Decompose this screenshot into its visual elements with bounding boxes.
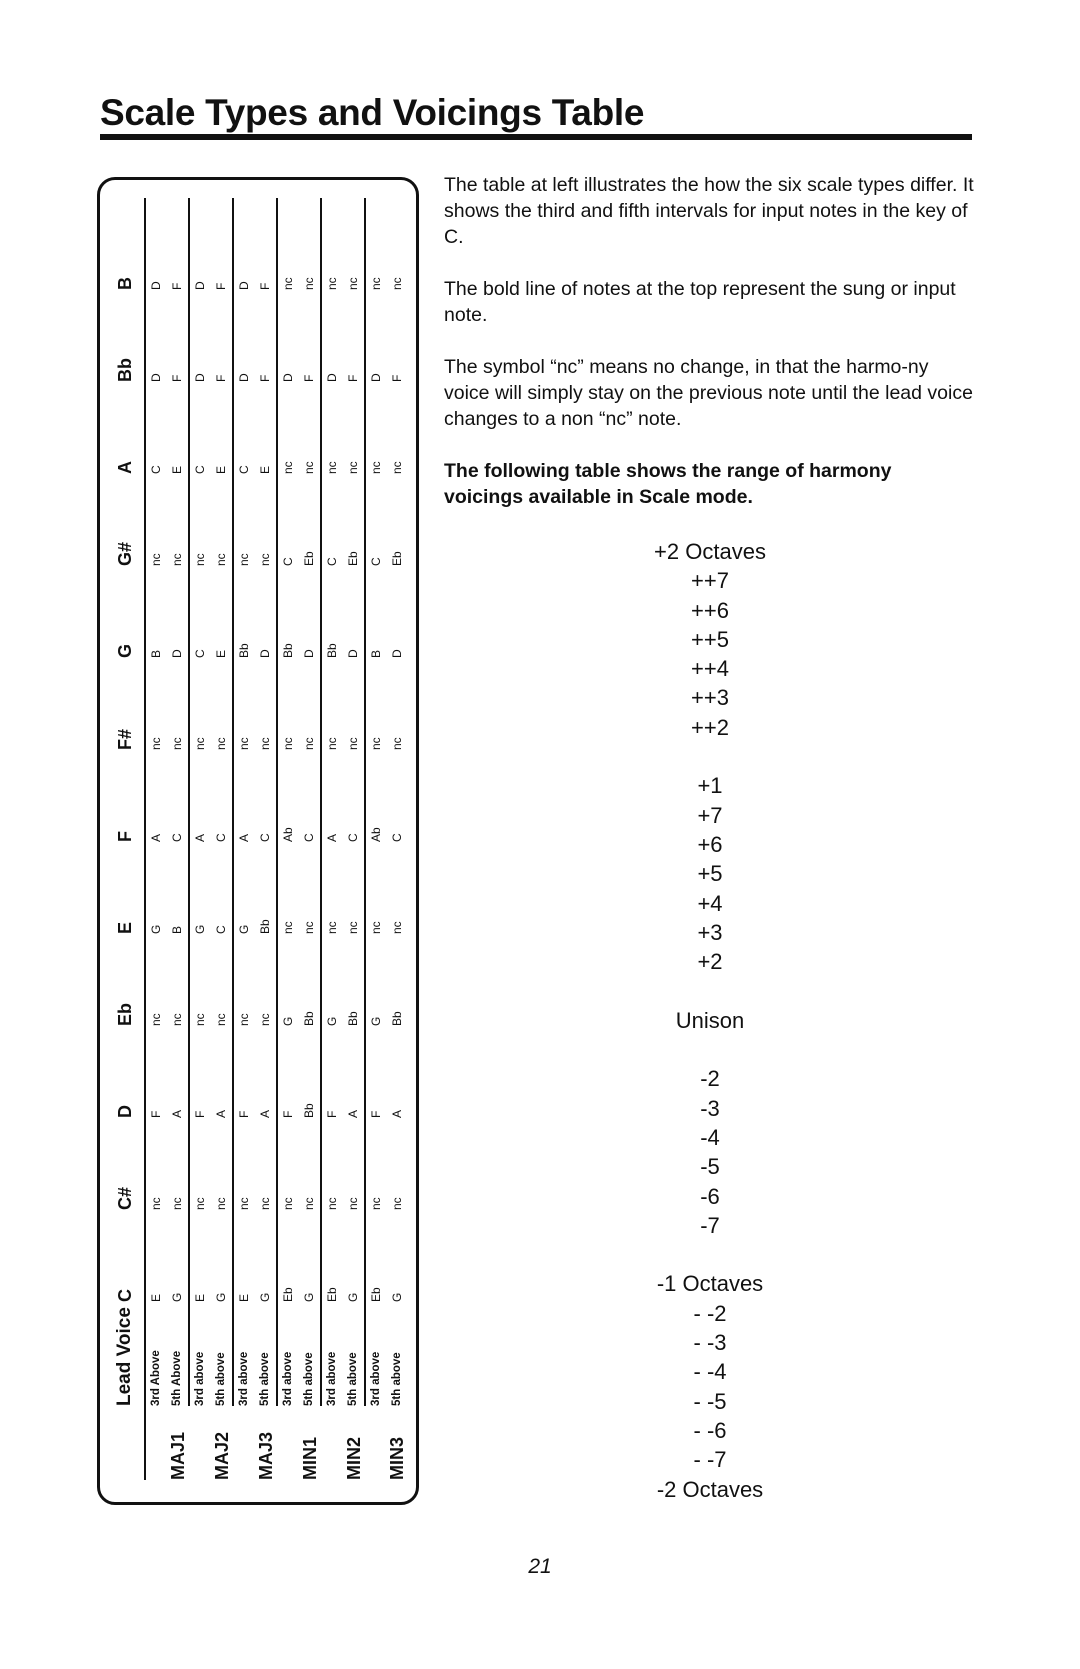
interval-label: 5th above bbox=[211, 1302, 233, 1406]
scale-types-table bbox=[106, 198, 408, 1480]
voicing-item: +2 bbox=[697, 949, 723, 975]
voicing-item: +5 bbox=[697, 861, 723, 887]
interval-note-cell: D bbox=[390, 649, 404, 658]
interval-label: 3rd above bbox=[238, 1351, 250, 1406]
interval-note-cell: Bb bbox=[390, 1011, 404, 1026]
scale-type-name: MAJ1 bbox=[168, 1431, 188, 1480]
scale-type-name: MAJ2 bbox=[212, 1431, 232, 1480]
interval-note-cell: nc bbox=[343, 658, 365, 750]
interval-note-cell: A bbox=[149, 833, 163, 842]
scale-row bbox=[321, 198, 343, 1480]
interval-note-cell: nc bbox=[325, 921, 339, 934]
interval-note-cell: F bbox=[325, 1110, 339, 1118]
interval-label: 3rd above bbox=[326, 1351, 338, 1406]
voicing-item: -2 Octaves bbox=[656, 1476, 764, 1502]
interval-note-cell: nc bbox=[281, 737, 295, 750]
interval-note-cell: Bb bbox=[281, 643, 295, 658]
interval-note-cell: Bb bbox=[255, 842, 277, 934]
interval-note-cell: C bbox=[149, 465, 163, 474]
interval-note-cell: nc bbox=[255, 1118, 277, 1210]
interval-note-cell: A bbox=[255, 1026, 277, 1118]
interval-note-cell: D bbox=[237, 373, 251, 382]
interval-note-cell: nc bbox=[299, 842, 321, 934]
voicing-item: +6 bbox=[697, 831, 723, 857]
interval-note-cell: nc bbox=[343, 382, 365, 474]
interval-note-cell: nc bbox=[369, 737, 383, 750]
interval-note-cell: F bbox=[237, 1110, 251, 1118]
interval-note-cell: nc bbox=[299, 198, 321, 290]
voicing-item: +7 bbox=[697, 802, 723, 828]
voicing-item: +2 Octaves bbox=[654, 539, 766, 564]
interval-note-cell: A bbox=[325, 833, 339, 842]
scale-row bbox=[233, 198, 255, 1480]
voicings-list bbox=[600, 537, 820, 1504]
interval-note-cell: D bbox=[255, 566, 277, 658]
interval-note-cell: nc bbox=[299, 382, 321, 474]
interval-note-cell: C bbox=[390, 833, 404, 842]
interval-note-cell: G bbox=[211, 1210, 233, 1302]
interval-note-cell: Eb bbox=[325, 1287, 339, 1302]
interval-note-cell: E bbox=[167, 382, 189, 474]
interval-note-cell: C bbox=[193, 649, 207, 658]
interval-note-cell: F bbox=[167, 198, 189, 290]
voicing-item: -4 bbox=[700, 1124, 720, 1150]
scale-table-card bbox=[97, 177, 419, 1505]
voicing-item: +1 bbox=[697, 773, 723, 799]
scale-row bbox=[299, 198, 321, 1480]
interval-note-cell: A bbox=[211, 1026, 233, 1118]
interval-note-cell: D bbox=[149, 373, 163, 382]
voicing-item: +4 bbox=[697, 890, 723, 916]
interval-note-cell: nc bbox=[237, 1197, 251, 1210]
interval-note-cell: E bbox=[237, 1293, 251, 1302]
scale-row bbox=[277, 198, 299, 1480]
interval-note-cell: G bbox=[167, 1210, 189, 1302]
interval-note-cell: nc bbox=[211, 934, 233, 1026]
voicing-item: -1 Octaves bbox=[656, 1271, 764, 1297]
interval-note-cell: Bb bbox=[343, 934, 365, 1026]
interval-note-cell: nc bbox=[237, 553, 251, 566]
voicing-item: - -7 bbox=[693, 1447, 727, 1473]
note-header: C# bbox=[106, 1118, 145, 1210]
voicing-item: -5 bbox=[700, 1154, 720, 1180]
note-header: C bbox=[106, 1210, 145, 1302]
interval-note-cell: nc bbox=[343, 1118, 365, 1210]
interval-label: 5th above bbox=[299, 1302, 321, 1406]
interval-note-cell: nc bbox=[369, 1197, 383, 1210]
interval-note-cell: D bbox=[369, 373, 383, 382]
voicing-item: Unison bbox=[675, 1007, 745, 1033]
interval-note-cell: nc bbox=[193, 1013, 207, 1026]
interval-note-cell: F bbox=[369, 1110, 383, 1118]
interval-note-cell: D bbox=[237, 281, 251, 290]
interval-note-cell: B bbox=[149, 649, 163, 658]
interval-note-cell: F bbox=[211, 198, 233, 290]
scale-type-name: MIN2 bbox=[344, 1436, 364, 1480]
interval-note-cell: nc bbox=[255, 934, 277, 1026]
interval-note-cell: G bbox=[343, 1210, 365, 1302]
interval-note-cell: nc bbox=[281, 461, 295, 474]
scale-row bbox=[211, 198, 233, 1480]
interval-note-cell: nc bbox=[299, 658, 321, 750]
interval-note-cell: Eb bbox=[369, 1287, 383, 1302]
interval-label: 5th above bbox=[343, 1302, 365, 1406]
interval-note-cell: nc bbox=[369, 461, 383, 474]
voicing-item: ++4 bbox=[691, 656, 729, 682]
voicing-item: ++6 bbox=[691, 597, 729, 623]
interval-note-cell: nc bbox=[281, 277, 295, 290]
interval-note-cell: F bbox=[167, 290, 189, 382]
rotated-table-wrapper bbox=[100, 174, 422, 1502]
interval-note-cell: F bbox=[255, 198, 277, 290]
interval-note-cell: F bbox=[149, 1110, 163, 1118]
interval-note-cell: D bbox=[281, 373, 295, 382]
scale-type-name: MIN3 bbox=[387, 1436, 407, 1480]
header-blank bbox=[106, 1406, 145, 1480]
interval-note-cell: D bbox=[343, 566, 365, 658]
interval-note-cell: E bbox=[149, 1293, 163, 1302]
interval-note-cell: nc bbox=[167, 658, 189, 750]
interval-note-cell: E bbox=[211, 566, 233, 658]
interval-note-cell: nc bbox=[325, 461, 339, 474]
interval-note-cell: D bbox=[149, 281, 163, 290]
description-paragraph: The table at left illustrates the how the six scale types differ. It shows the third and fifth intervals for input notes in the key of C. bbox=[444, 174, 974, 248]
interval-note-cell: G bbox=[325, 1016, 339, 1026]
interval-note-cell: F bbox=[390, 374, 404, 382]
interval-note-cell: nc bbox=[211, 658, 233, 750]
page-number: 21 bbox=[528, 1555, 552, 1578]
scale-row bbox=[145, 198, 167, 1480]
table-header-row bbox=[106, 198, 145, 1480]
interval-label: 3rd above bbox=[370, 1351, 382, 1406]
interval-label: 5th above bbox=[255, 1302, 277, 1406]
interval-note-cell: nc bbox=[390, 737, 404, 750]
voicing-item: - -4 bbox=[693, 1359, 727, 1385]
interval-note-cell: D bbox=[299, 566, 321, 658]
voicing-item: - -2 bbox=[693, 1300, 727, 1326]
interval-note-cell: nc bbox=[211, 474, 233, 566]
scale-row bbox=[167, 198, 189, 1480]
voicing-spacer bbox=[600, 1035, 820, 1064]
interval-note-cell: D bbox=[193, 281, 207, 290]
interval-note-cell: G bbox=[369, 1016, 383, 1026]
interval-note-cell: nc bbox=[237, 737, 251, 750]
interval-note-cell: Bb bbox=[325, 643, 339, 658]
interval-note-cell: nc bbox=[390, 921, 404, 934]
voicings-intro-paragraph: The following table shows the range of harmony voicings available in Scale mode. bbox=[444, 460, 892, 508]
voicing-spacer bbox=[600, 1240, 820, 1269]
interval-note-cell: nc bbox=[325, 737, 339, 750]
interval-note-cell: Bb bbox=[299, 1026, 321, 1118]
note-header: F# bbox=[106, 658, 145, 750]
note-header: A bbox=[106, 382, 145, 474]
note-header: E bbox=[106, 842, 145, 934]
interval-note-cell: nc bbox=[193, 1197, 207, 1210]
interval-note-cell: A bbox=[343, 1026, 365, 1118]
interval-note-cell: C bbox=[237, 465, 251, 474]
interval-note-cell: nc bbox=[255, 474, 277, 566]
interval-note-cell: A bbox=[193, 833, 207, 842]
interval-note-cell: Eb bbox=[390, 551, 404, 566]
note-header: G# bbox=[106, 474, 145, 566]
interval-note-cell: nc bbox=[211, 1118, 233, 1210]
interval-label: 5th above bbox=[391, 1352, 403, 1406]
interval-note-cell: nc bbox=[390, 277, 404, 290]
interval-note-cell: E bbox=[193, 1293, 207, 1302]
voicing-item: - -3 bbox=[693, 1330, 727, 1356]
scale-type-name: MIN1 bbox=[300, 1436, 320, 1480]
voicing-item: ++7 bbox=[691, 568, 729, 594]
interval-note-cell: G bbox=[193, 924, 207, 934]
interval-note-cell: D bbox=[325, 373, 339, 382]
interval-note-cell: Eb bbox=[299, 474, 321, 566]
interval-note-cell: nc bbox=[149, 1197, 163, 1210]
scale-row bbox=[387, 198, 408, 1480]
interval-note-cell: A bbox=[237, 833, 251, 842]
interval-note-cell: F bbox=[343, 290, 365, 382]
interval-note-cell: C bbox=[325, 557, 339, 566]
interval-note-cell: nc bbox=[193, 553, 207, 566]
interval-note-cell: C bbox=[255, 750, 277, 842]
voicing-item: - -6 bbox=[693, 1417, 727, 1443]
interval-note-cell: nc bbox=[167, 474, 189, 566]
interval-note-cell: C bbox=[343, 750, 365, 842]
interval-note-cell: B bbox=[167, 842, 189, 934]
interval-note-cell: nc bbox=[167, 1118, 189, 1210]
interval-note-cell: G bbox=[237, 924, 251, 934]
note-header: Eb bbox=[106, 934, 145, 1026]
voicing-item: - -5 bbox=[693, 1388, 727, 1414]
interval-note-cell: G bbox=[255, 1210, 277, 1302]
interval-label: 3rd above bbox=[194, 1351, 206, 1406]
interval-note-cell: C bbox=[167, 750, 189, 842]
interval-note-cell: Ab bbox=[281, 827, 295, 842]
interval-note-cell: E bbox=[255, 382, 277, 474]
voicing-item: -2 bbox=[700, 1066, 720, 1092]
lead-voice-header: Lead Voice bbox=[106, 1302, 145, 1406]
voicing-item: ++3 bbox=[691, 685, 729, 711]
interval-note-cell: F bbox=[281, 1110, 295, 1118]
interval-note-cell: C bbox=[211, 842, 233, 934]
interval-note-cell: G bbox=[149, 924, 163, 934]
interval-note-cell: nc bbox=[369, 921, 383, 934]
interval-note-cell: G bbox=[281, 1016, 295, 1026]
interval-note-cell: nc bbox=[325, 277, 339, 290]
interval-note-cell: Eb bbox=[343, 474, 365, 566]
scale-row bbox=[189, 198, 211, 1480]
interval-note-cell: D bbox=[193, 373, 207, 382]
interval-note-cell: D bbox=[167, 566, 189, 658]
nc-symbol-paragraph: The symbol “nc” means no change, in that the harmo-ny voice will simply stay on the previous note until the lead voice changes to a non “nc” note. bbox=[444, 356, 973, 430]
scale-row bbox=[365, 198, 387, 1480]
interval-note-cell: nc bbox=[325, 1197, 339, 1210]
page-title: Scale Types and Voicings Table bbox=[100, 92, 645, 133]
interval-note-cell: nc bbox=[193, 737, 207, 750]
interval-note-cell: B bbox=[369, 649, 383, 658]
interval-note-cell: G bbox=[299, 1210, 321, 1302]
interval-note-cell: nc bbox=[390, 461, 404, 474]
interval-note-cell: nc bbox=[237, 1013, 251, 1026]
interval-note-cell: F bbox=[211, 290, 233, 382]
interval-note-cell: F bbox=[299, 290, 321, 382]
interval-note-cell: C bbox=[193, 465, 207, 474]
interval-note-cell: Bb bbox=[299, 934, 321, 1026]
interval-note-cell: C bbox=[281, 557, 295, 566]
interval-note-cell: nc bbox=[343, 842, 365, 934]
interval-note-cell: nc bbox=[281, 921, 295, 934]
interval-note-cell: C bbox=[299, 750, 321, 842]
interval-label: 3rd Above bbox=[150, 1350, 162, 1406]
scale-row bbox=[255, 198, 277, 1480]
interval-label: 5th Above bbox=[167, 1302, 189, 1406]
interval-note-cell: F bbox=[193, 1110, 207, 1118]
interval-note-cell: nc bbox=[369, 277, 383, 290]
interval-note-cell: Bb bbox=[237, 643, 251, 658]
voicing-item: -3 bbox=[700, 1095, 720, 1121]
interval-label: 3rd above bbox=[282, 1351, 294, 1406]
note-header: B bbox=[106, 198, 145, 290]
voicing-item: -6 bbox=[700, 1183, 720, 1209]
interval-note-cell: nc bbox=[255, 658, 277, 750]
note-header: Bb bbox=[106, 290, 145, 382]
interval-note-cell: nc bbox=[343, 198, 365, 290]
interval-note-cell: nc bbox=[149, 553, 163, 566]
voicing-item: ++2 bbox=[691, 714, 729, 740]
voicing-spacer bbox=[600, 976, 820, 1005]
interval-note-cell: nc bbox=[299, 1118, 321, 1210]
interval-note-cell: A bbox=[390, 1109, 404, 1118]
interval-note-cell: C bbox=[211, 750, 233, 842]
title-underline bbox=[100, 134, 972, 140]
interval-note-cell: A bbox=[167, 1026, 189, 1118]
interval-note-cell: nc bbox=[390, 1197, 404, 1210]
voicing-spacer bbox=[600, 742, 820, 771]
interval-note-cell: G bbox=[390, 1292, 404, 1302]
note-header: D bbox=[106, 1026, 145, 1118]
interval-note-cell: nc bbox=[149, 1013, 163, 1026]
voicing-item: +3 bbox=[697, 919, 723, 945]
voicing-item: -7 bbox=[700, 1212, 720, 1238]
voicing-item: ++5 bbox=[691, 626, 729, 652]
interval-note-cell: Ab bbox=[369, 827, 383, 842]
scale-type-name: MAJ3 bbox=[256, 1431, 276, 1480]
interval-note-cell: nc bbox=[167, 934, 189, 1026]
interval-note-cell: nc bbox=[149, 737, 163, 750]
note-header: G bbox=[106, 566, 145, 658]
interval-note-cell: E bbox=[211, 382, 233, 474]
note-header: F bbox=[106, 750, 145, 842]
interval-note-cell: nc bbox=[281, 1197, 295, 1210]
interval-note-cell: C bbox=[369, 557, 383, 566]
interval-note-cell: Eb bbox=[281, 1287, 295, 1302]
input-note-paragraph: The bold line of notes at the top represent the sung or input note. bbox=[444, 278, 956, 326]
interval-note-cell: F bbox=[255, 290, 277, 382]
scale-row bbox=[343, 198, 365, 1480]
